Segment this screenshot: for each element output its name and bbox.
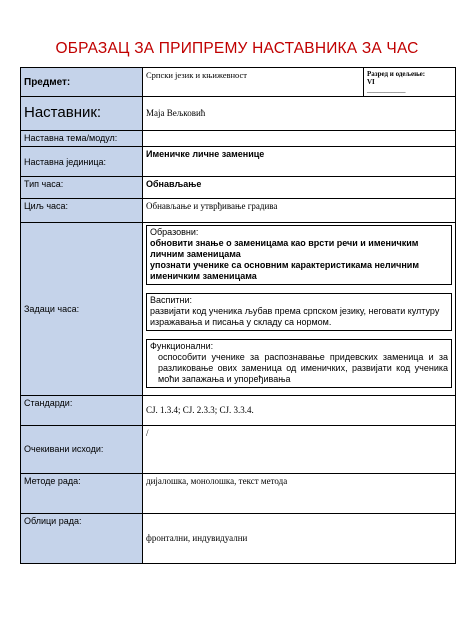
- row-outcomes: [21, 426, 456, 474]
- educational-heading: Образовни:: [150, 227, 199, 237]
- class-label: Разред и одељење:: [367, 70, 426, 78]
- tasks-value: [143, 223, 456, 396]
- class-value: VI: [367, 78, 375, 86]
- row-unit: [21, 147, 456, 177]
- row-teacher: [21, 97, 456, 131]
- row-tasks: [21, 223, 456, 396]
- teacher-value: Маја Вељковић: [143, 97, 456, 131]
- outcomes-label: Очекивани исходи:: [21, 426, 143, 474]
- methods-label: Методе рада:: [21, 474, 143, 514]
- teacher-label: Наставник:: [21, 97, 143, 131]
- outcomes-value: /: [143, 426, 456, 474]
- upbringing-tasks: [146, 293, 452, 331]
- type-label: Тип часа:: [21, 177, 143, 199]
- standards-value: СЈ. 1.3.4; СЈ. 2.3.3; СЈ. 3.3.4.: [143, 396, 456, 426]
- subject-label: Предмет:: [21, 68, 143, 97]
- unit-label: Наставна јединица:: [21, 147, 143, 177]
- goal-value: Обнављање и утврђивање градива: [143, 199, 456, 223]
- page-title: ОБРАЗАЦ ЗА ПРИПРЕМУ НАСТАВНИКА ЗА ЧАС: [55, 40, 419, 57]
- upbringing-text: развијати код ученика љубав према српском језику, неговати културу изражавања и писања у складу са нормом.: [150, 306, 440, 327]
- functional-text: оспособити ученике за распознавање придевских заменица и за разликовање ових заменица од именичких, развијати код ученика моћи запажања и упоређивања: [158, 352, 448, 384]
- educational-line-2: упознати ученике са основним карактеристикама неличним именичким заменицама: [150, 260, 419, 281]
- topic-value: [143, 131, 456, 147]
- row-standards: [21, 396, 456, 426]
- educational-line-1: обновити знање о заменицама као врсти речи и именичким личним заменицама: [150, 238, 419, 259]
- upbringing-heading: Васпитни:: [150, 295, 193, 305]
- functional-tasks: [146, 339, 452, 388]
- goal-label: Циљ часа:: [21, 199, 143, 223]
- row-subject: [21, 68, 456, 97]
- row-methods: [21, 474, 456, 514]
- educational-tasks: [146, 225, 452, 285]
- tasks-label: Задаци часа:: [21, 223, 143, 396]
- standards-label: Стандарди:: [21, 396, 143, 426]
- class-blank: ___________: [367, 86, 406, 94]
- forms-value: фронтални, индувидуални: [143, 514, 456, 564]
- row-forms: [21, 514, 456, 564]
- topic-label: Наставна тема/модул:: [21, 131, 143, 147]
- forms-label: Облици рада:: [21, 514, 143, 564]
- methods-value: дијалошка, монолошка, текст метода: [143, 474, 456, 514]
- subject-value: Српски језик и књижевност: [143, 68, 364, 97]
- functional-heading: Функционални:: [150, 341, 214, 351]
- lesson-plan-table: [20, 67, 456, 564]
- row-type: [21, 177, 456, 199]
- row-topic: [21, 131, 456, 147]
- unit-value: Именичке личне заменице: [143, 147, 456, 177]
- type-value: Обнављање: [143, 177, 456, 199]
- row-goal: [21, 199, 456, 223]
- class-cell: [364, 68, 456, 97]
